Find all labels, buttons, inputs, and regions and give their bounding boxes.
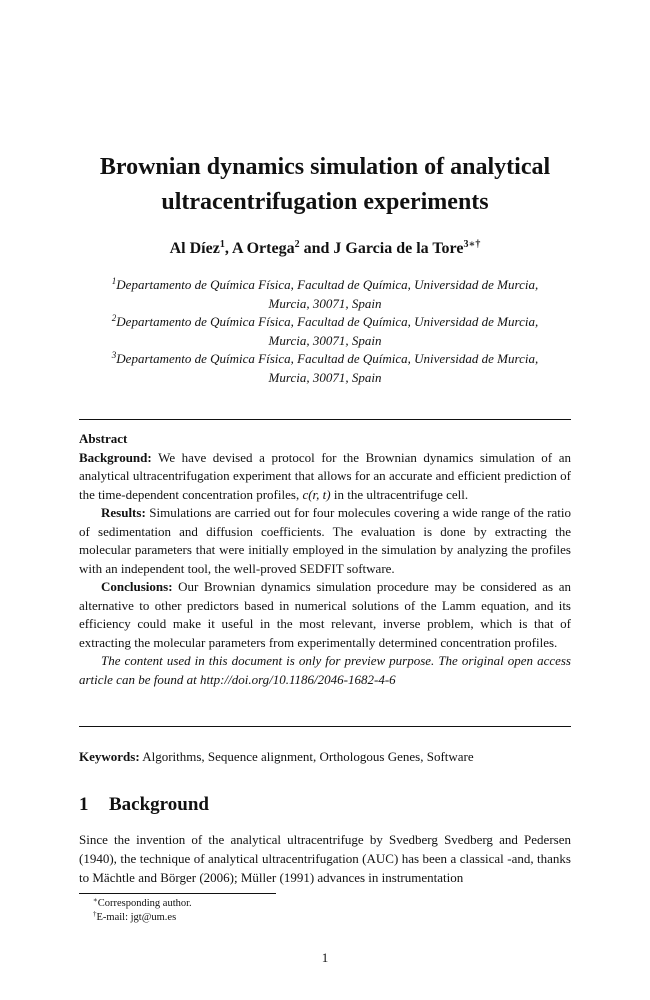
- section-number: 1: [79, 794, 89, 815]
- footnotes: [93, 897, 192, 925]
- author: Al Díez$^1$: [169, 239, 225, 257]
- author: A Ortega$^2$: [231, 239, 300, 257]
- abstract-results: Results: Simulations are carried out for four molecules covering a wide range of the ratio of sedimentation and diffusion coefficients. The evaluation is done by extracting the molecular parameters that were initially employed in the simulation by analyzing the profiles with an independent tool, the well-proved SEDFIT software.: [79, 505, 571, 576]
- footnote-rule: [79, 893, 276, 894]
- affiliation-1: $^1$Departamento de Química Física, Facultad de Química, Universidad de Murcia, Murcia, 30071, Spain: [111, 276, 539, 311]
- affiliation-2: $^2$Departamento de Química Física, Facultad de Química, Universidad de Murcia, Murcia, 30071, Spain: [111, 313, 539, 348]
- abstract-background: Background: We have devised a protocol for the Brownian dynamics simulation of an analytical ultracentrifugation experiment that allows for an accurate and efficient prediction of the time-dependent concentration profiles, c(r, t) in the ultracentrifuge cell.: [79, 449, 571, 502]
- section-heading: [79, 794, 209, 816]
- body-paragraph: Since the invention of the analytical ultracentrifuge by Svedberg Svedberg and Pedersen (1940), the technique of analytical ultracentrifugation (AUC) has been a classical -and, thanks to Mächtle and Börger (2006); Müller (1991) advances in instrumentation: [79, 832, 571, 885]
- author-list: Al Díez$^1$, A Ortega$^2$ and J Garcia de la Tore$^{3∗\dagger}$: [169, 239, 481, 257]
- paper-title: [60, 150, 590, 220]
- abstract-bottom-rule: [79, 726, 571, 727]
- footnote: †E-mail: jgt@um.es: [93, 910, 177, 923]
- preview-note: The content used in this document is only for preview purpose. The original open access article can be found at http://doi.org/10.1186/2046-1682-4-6: [79, 653, 571, 687]
- affiliations: [90, 276, 560, 387]
- section-title: Background: [109, 794, 209, 815]
- page-number: 1: [321, 950, 329, 965]
- title-line-2: ultracentrifugation experiments: [161, 189, 489, 215]
- title-line-1: Brownian dynamics simulation of analytical: [99, 154, 551, 180]
- abstract-top-rule: [79, 419, 571, 420]
- affiliation-3: $^3$Departamento de Química Física, Facultad de Química, Universidad de Murcia, Murcia, 30071, Spain: [111, 350, 539, 385]
- abstract-heading: Abstract: [79, 431, 128, 446]
- abstract-conclusions: Conclusions: Our Brownian dynamics simulation procedure may be considered as an alternative to other predictors based in numerical solutions of the Lamm equation, and its efficiency could make it useful in the most relevant, inverse problem, which is that of extracting the molecular parameters from experimentally determined concentration profiles.: [79, 579, 571, 650]
- footnote: ∗Corresponding author.: [93, 896, 192, 909]
- author: J Garcia de la Tore$^{3∗\dagger}$: [333, 239, 481, 257]
- keywords: Keywords: Algorithms, Sequence alignment, Orthologous Genes, Software: [79, 749, 474, 764]
- abstract: [79, 430, 571, 689]
